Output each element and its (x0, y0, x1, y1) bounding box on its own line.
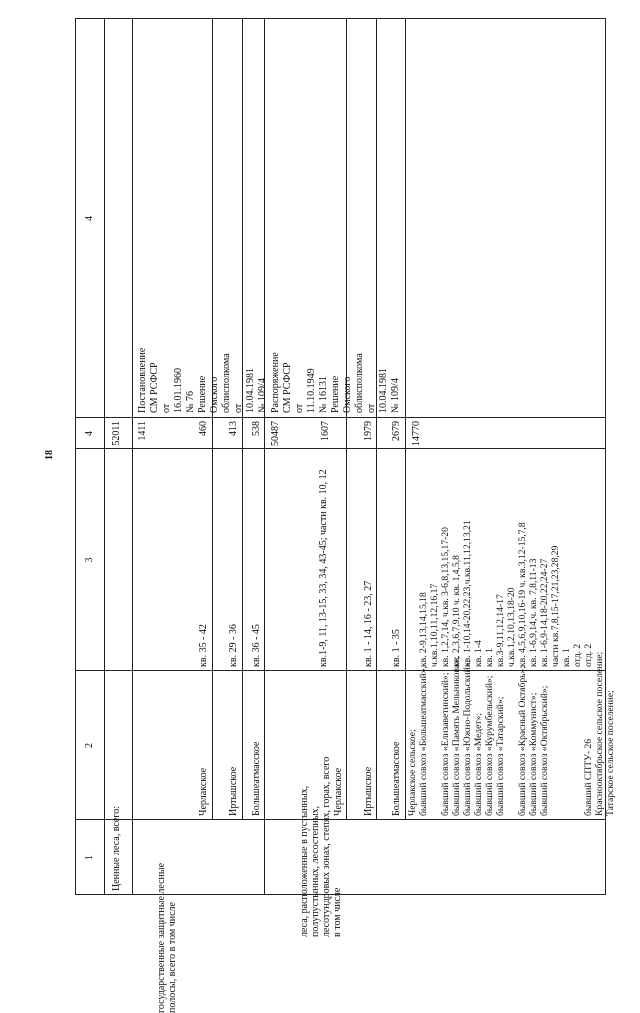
desert-district-3: Большеатмасское (391, 741, 402, 816)
header-col-5: 4 (84, 216, 95, 221)
protective-blocks-3: кв. 36 - 45 (251, 624, 262, 667)
desert-value-4: 14770 (411, 421, 422, 446)
farm-name: бывший совхоз «Коммунист»; (528, 692, 539, 816)
rule-protective-1 (212, 18, 213, 820)
farm-name: Краснооктябрьское сельское поселение; (594, 651, 605, 816)
protective-blocks-2: кв. 29 - 36 (228, 624, 239, 667)
rule-desert-2 (376, 18, 377, 820)
farm-name: бывший СПТУ- 26 (583, 738, 594, 816)
desert-value-1: 1607 (320, 421, 331, 441)
block-range: кв. 1,2,7,14, ч.кв. 3-6,8,13,15,17-20 (440, 527, 451, 667)
header-col-1: 1 (84, 855, 95, 860)
desert-district-1: Черлакское (333, 767, 344, 816)
farm-name (506, 670, 517, 816)
block-range: кв. 1-4 (473, 640, 484, 667)
block-range: кв. 1 (561, 648, 572, 667)
block-range (407, 449, 418, 667)
header-col-3: 3 (84, 557, 95, 563)
block-range: кв. 1-10,14-20,22,23,ч.кв.11,12,13,21 (462, 520, 473, 667)
farm-name: бывший совхоз «Елизаветинский»; (440, 672, 451, 816)
rule-total (132, 18, 133, 895)
rule-desert-1 (346, 18, 347, 820)
farm-name: бывший совхоз «Память Мельникова»; (451, 656, 462, 816)
rule-protective-end (264, 18, 265, 895)
farm-name: бывший совхоз «Курумбельский»; (484, 675, 495, 816)
forest-table (75, 18, 616, 1013)
protective-blocks-1: кв. 35 - 42 (198, 624, 209, 667)
header-col-2: 2 (84, 743, 95, 748)
rule-protective-2 (242, 18, 243, 820)
block-range: кв. 4,5,6,9,10,16-19 ч. кв.3,12-15,7,8 (517, 522, 528, 667)
total-value: 52011 (111, 421, 122, 446)
header-col-4: 4 (84, 431, 95, 436)
protective-value-2: 413 (228, 421, 239, 436)
block-range: отд. 2 (583, 643, 594, 667)
desert-label: леса, расположенные в пустынных, полупустынных, лесостепных, лесотундровых зонах, степях, горах, всего в том числе (299, 756, 343, 937)
block-range: ч.кв.1,2,10,13,18-20 (506, 587, 517, 667)
block-range: ч.кв.1,10,11,12,16,17 (429, 583, 440, 667)
protective-label: государственные защитные лесные полосы, всего в том числе (156, 862, 178, 1013)
block-range: кв. 1-6,9,14,ч. кв. 7,8,11-13 (528, 558, 539, 667)
farm-name (429, 670, 440, 816)
desert-district-2: Иртышское (363, 766, 374, 816)
farm-name: Черлакское сельское; (407, 729, 418, 816)
farm-name: бывший совхоз «Красный Октябрь»; (517, 666, 528, 816)
farm-name (561, 670, 572, 816)
desert-value-3: 2679 (391, 421, 402, 441)
protective-district-3: Большеатмасское (251, 741, 262, 816)
protective-value-1: 460 (198, 421, 209, 436)
protective-district-1: Черлакское (198, 767, 209, 816)
farm-name: бывший совхоз «Южно-Подольский»; (462, 659, 473, 816)
table-frame (75, 18, 616, 1013)
block-range: кв.3-9,11,12,14-17 (495, 594, 506, 667)
farm-name: бывший совхоз «Татарский»; (495, 696, 506, 816)
block-range: кв. 1-6,9-14,18-20,22,24-27 (539, 558, 550, 667)
rule-top (75, 18, 76, 895)
desert-document: Распоряжение СМ РСФСР от 11.10.1949 № 16131 Решение Омского облисполкома от 10.04.1981 № 109/4 (270, 352, 401, 413)
protective-district-2: Иртышское (228, 766, 239, 816)
farm-name: бывший совхоз «Медет»; (473, 712, 484, 816)
protective-value-3: 538 (251, 421, 262, 436)
desert-blocks-1: кв.1-9, 11, 13-15, 33, 34, 43-45; части кв. 10, 12 (318, 469, 329, 667)
rule-col-4 (75, 417, 606, 418)
farm-name (572, 670, 583, 816)
farm-name: бывший совхоз «Большеатмасский», (418, 666, 429, 816)
desert-value-2: 1979 (363, 421, 374, 441)
page-number: 18 (44, 450, 55, 460)
block-range: кв. 2,3,6,7,9,10 ч. кв. 1,4,5,8 (451, 555, 462, 667)
protective-value: 1411 (137, 421, 148, 441)
desert-blocks-2: кв. 1 - 14, 16 - 23, 27 (363, 580, 374, 667)
farm-name: Татарское сельское поселение; (605, 690, 616, 816)
block-range: отд. 2 (572, 643, 583, 667)
protective-document: Постановление СМ РСФСР от 16.01.1960 № 76 Решение Омского облисполкома от 10.04.1981 № 109/4 (137, 347, 268, 413)
desert-blocks-3: кв. 1 - 35 (391, 629, 402, 667)
desert-value: 50487 (270, 421, 281, 446)
block-range: части кв.7,8,15-17,21,23,28,29 (550, 545, 561, 667)
total-label: Ценные леса, всего: (111, 806, 122, 891)
rule-desert-3 (405, 18, 406, 820)
block-range: кв. 2-9,13,14,15,18 (418, 592, 429, 667)
rule-right (75, 18, 606, 19)
rule-header (104, 18, 105, 895)
block-range: кв. 1 (484, 648, 495, 667)
farm-name (550, 670, 561, 816)
farm-name: бывший совхоз «Октябрьский»; (539, 685, 550, 816)
desert-block-list (407, 449, 594, 667)
